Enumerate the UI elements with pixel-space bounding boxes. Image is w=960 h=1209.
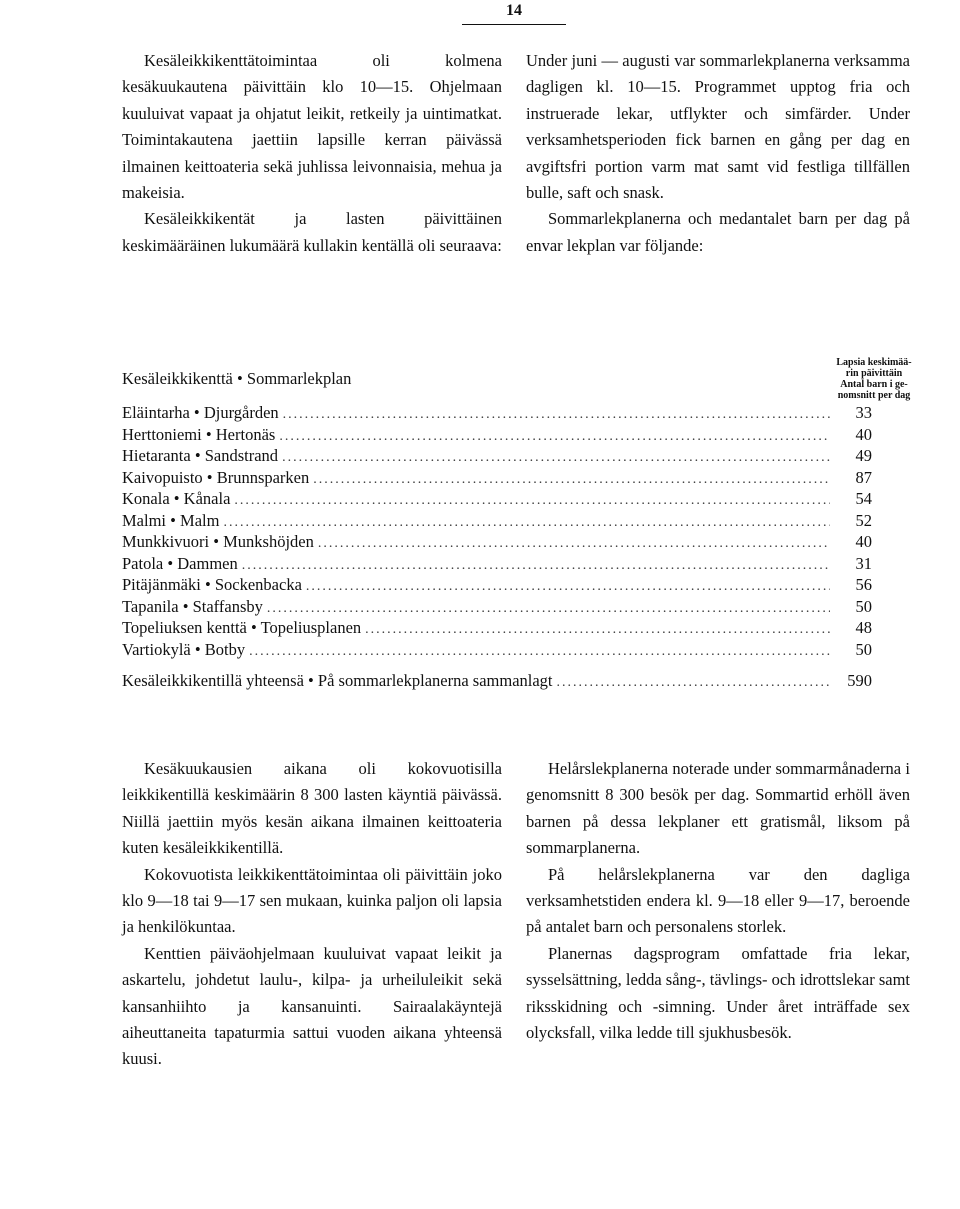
leader-dots [267, 601, 830, 617]
table-row [122, 403, 872, 425]
children-count: 56 [855, 575, 872, 594]
children-count: 50 [855, 596, 872, 616]
column-header-line: rin päivittäin [845, 368, 903, 379]
children-count: 40 [855, 532, 872, 551]
playground-name: Vartiokylä • Botby [122, 639, 246, 659]
leader-dots [282, 450, 830, 466]
playground-name: Pitäjänmäki • Sockenbacka [122, 575, 302, 594]
swedish-intro-column [526, 48, 910, 259]
paragraph: Planernas dagsprogram omfattade fria lekar, sysselsättning, ledda sång-, tävlings- och idrottslekar samt riksskidning och -simning. Under året inträffade sex olycksfall, vilka ledde till sjukhusbesök. [526, 943, 911, 1043]
children-count: 49 [855, 446, 872, 465]
column-header-line: Lapsia keskimää- [836, 357, 912, 368]
leader-dots [318, 536, 830, 552]
children-count: 40 [855, 424, 872, 444]
playground-table [122, 403, 872, 693]
finnish-yearround-column [122, 756, 502, 1073]
table-row [122, 511, 872, 533]
playground-name: Malmi • Malm [122, 510, 220, 530]
total-count: 590 [847, 671, 872, 690]
leader-dots [234, 493, 830, 509]
leader-dots [242, 558, 830, 574]
leader-dots [223, 515, 830, 531]
paragraph: Sommarlekplanerna och medantalet barn per dag på envar lekplan var följande: [526, 209, 910, 255]
paragraph: Helårslekplanerna noterade under sommarmånaderna i genomsnitt 8 300 besök per dag. Sommartid erhöll även barnen på dessa lekplaner ett gratismål, liksom på sommarplanerna. [526, 759, 910, 858]
leader-dots [313, 472, 830, 488]
table-row [122, 532, 872, 554]
playground-name: Patola • Dammen [122, 553, 238, 573]
page-number: 14 [462, 2, 566, 25]
children-count: 50 [855, 639, 872, 659]
children-count: 31 [855, 553, 872, 573]
children-count: 52 [855, 510, 872, 530]
table-row [122, 554, 872, 576]
leader-dots [283, 407, 830, 423]
column-header-line: nomsnitt per dag [837, 390, 911, 401]
table-total-row [122, 671, 872, 693]
playground-name: Kaivopuisto • Brunnsparken [122, 467, 310, 487]
leader-dots [557, 675, 830, 691]
column-header-line: Antal barn i ge- [840, 379, 908, 390]
paragraph: Kesäleikkikenttätoimintaa oli kolmena kesäkuukautena päivittäin klo 10—15. Ohjelmaan kuuluivat vapaat ja ohjatut leikit, retkeily ja uintimatkat. Toimintakautena jaettiin lapsille kerran päivässä ilmainen keittoateria sekä juhlissa leivonnaisia, mehua ja makeisia. [122, 51, 502, 203]
paragraph: Under juni — augusti var sommarlekplanerna verksamma dagligen kl. 10—15. Programmet upptog fria och instruerade lekar, utflykter och simfärder. Under verksamhetsperioden fick barnen en gång per dag en avgiftsfri portion varm mat samt vid festliga tillfällen bulle, saft och snask. [526, 51, 910, 203]
children-count: 54 [855, 489, 872, 508]
table-row [122, 575, 872, 597]
paragraph: Kesäleikkikentät ja lasten päivittäinen keskimääräinen lukumäärä kullakin kentällä oli seuraava: [122, 209, 502, 255]
children-count: 48 [855, 618, 872, 637]
table-title: Kesäleikkikenttä • Sommarlekplan [122, 369, 352, 388]
table-row [122, 489, 872, 511]
playground-name: Hietaranta • Sandstrand [122, 446, 279, 465]
table-row [122, 425, 872, 447]
playground-name: Herttoniemi • Hertonäs [122, 424, 276, 444]
leader-dots [306, 579, 830, 595]
leader-dots [365, 622, 830, 638]
table-row [122, 468, 872, 490]
total-label: Kesäleikkikentillä yhteensä • På sommarlekplanerna sammanlagt [122, 671, 553, 690]
playground-name: Topeliuksen kenttä • Topeliusplanen [122, 618, 362, 637]
table-header [122, 357, 922, 405]
playground-name: Tapanila • Staffansby [122, 596, 263, 616]
leader-dots [279, 429, 830, 445]
paragraph: På helårslekplanerna var den dagliga verksamhetstiden endera kl. 9—18 eller 9—17, beroende på antalet barn och personalens storlek. [526, 864, 910, 937]
table-row [122, 597, 872, 619]
playground-name: Munkkivuori • Munkshöjden [122, 532, 314, 551]
table-row [122, 446, 872, 468]
playground-name: Eläintarha • Djurgården [122, 403, 279, 422]
table-column-header [826, 357, 922, 401]
swedish-yearround-column [526, 756, 910, 1046]
children-count: 87 [855, 467, 872, 487]
table-row [122, 618, 872, 640]
paragraph: Kesäkuukausien aikana oli kokovuotisilla leikkikentillä keskimäärin 8 300 lasten käyntiä päivässä. Niillä jaettiin myös kesän aikana ilmainen keittoateria kuten kesäleikkikentillä. [122, 759, 502, 858]
playground-name: Konala • Kånala [122, 489, 231, 508]
children-count: 33 [855, 403, 872, 422]
leader-dots [249, 644, 830, 660]
table-row [122, 640, 872, 662]
paragraph: Kokovuotista leikkikenttätoimintaa oli päivittäin joko klo 9—18 tai 9—17 sen mukaan, kuinka paljon oli lapsia ja henkilökuntaa. [122, 864, 502, 937]
finnish-intro-column [122, 48, 502, 259]
paragraph: Kenttien päiväohjelmaan kuuluivat vapaat leikit ja askartelu, johdetut laulu-, kilpa- ja urheiluleikit sekä kansanhiihto ja kansanuinti. Sairaalakäyntejä aiheuttaneita tapaturmia sattui vuoden aikana yhteensä kuusi. [122, 943, 502, 1069]
